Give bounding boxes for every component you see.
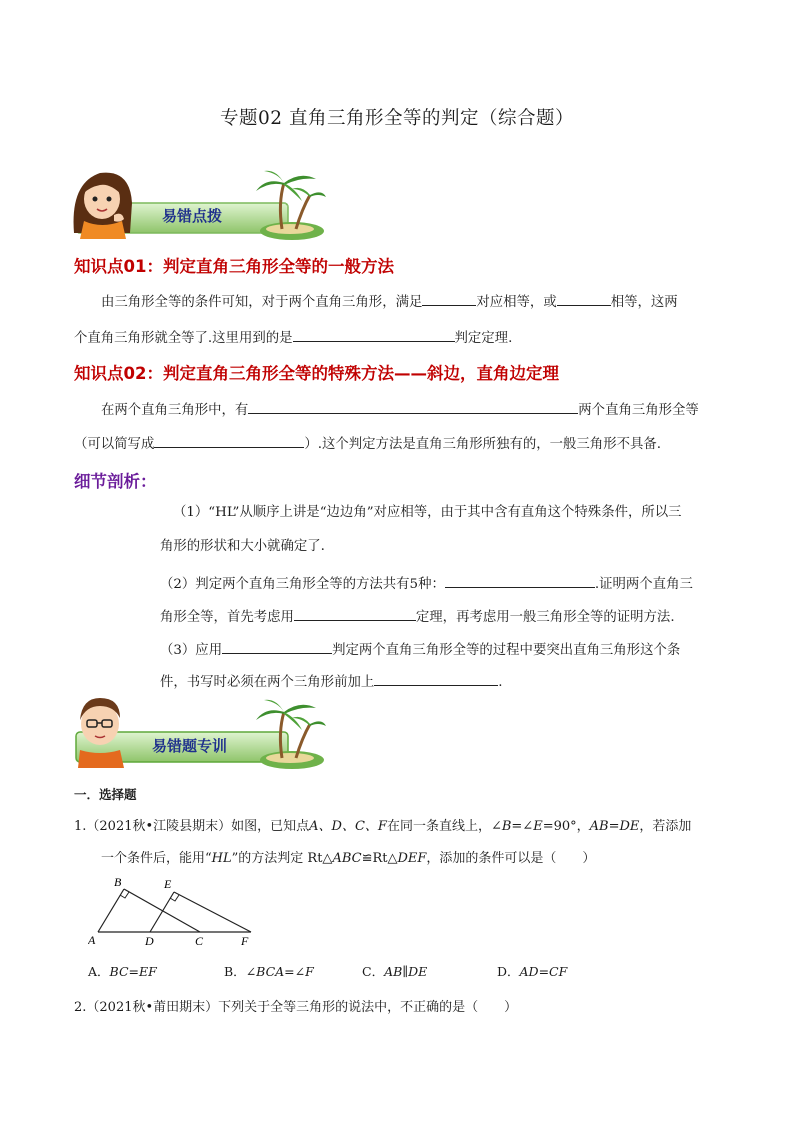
kp2-paragraph-line-2 <box>74 434 661 451</box>
math-var: E <box>533 819 543 834</box>
text: 判定两个直角三角形全等的过程中要突出直角三角形这个条 <box>332 643 681 658</box>
math-var: A、D、C、F <box>309 819 387 834</box>
banner-label: 易错点拨 <box>162 207 223 225</box>
answer-blank[interactable] <box>557 292 611 306</box>
banner-label: 易错题专训 <box>152 737 228 755</box>
banner-boy-palm-illustration <box>70 690 326 772</box>
text: 对应相等，或 <box>476 295 557 310</box>
question-1-line-1 <box>74 815 691 834</box>
label-f: F <box>241 934 249 948</box>
text: 两个直角三角形全等 <box>578 403 699 418</box>
text: （可以简写成 <box>74 437 155 452</box>
segment-ef <box>174 892 251 932</box>
label-d: D <box>145 934 154 948</box>
kp1-paragraph-line-1 <box>101 292 678 309</box>
knowledge-point-2-heading: 知识点02：判定直角三角形全等的特殊方法——斜边，直角边定理 <box>74 364 559 383</box>
detail-1-line-2: 角形的形状和大小就确定了. <box>160 539 325 554</box>
option-text: ∠BCA=∠F <box>245 964 314 979</box>
segment-bc <box>124 889 200 932</box>
question-1-triangle-figure <box>88 872 268 948</box>
text: =90°， <box>542 819 590 834</box>
text: 角形全等，首先考虑用 <box>160 610 294 625</box>
option-letter: C． <box>362 964 385 979</box>
text: 相等，这两 <box>610 295 678 310</box>
text: .证明两个直角三 <box>594 577 693 592</box>
option-c[interactable] <box>362 962 427 980</box>
label-e: E <box>164 877 172 891</box>
text: ，添加的条件可以是（ ） <box>426 851 596 866</box>
detail-3-line-2 <box>160 672 503 689</box>
question-1-line-2 <box>101 847 595 866</box>
detail-2-line-2 <box>160 607 675 624</box>
label-b: B <box>114 875 122 889</box>
option-a[interactable] <box>88 962 157 980</box>
text: ”的方法判定 Rt△ <box>231 851 333 866</box>
kp1-paragraph-line-2 <box>74 328 512 345</box>
banner-yicuoti-zhuanxun <box>70 690 326 772</box>
math-var: AB <box>589 819 609 834</box>
section-detail-analysis-heading: 细节剖析： <box>74 472 157 491</box>
answer-blank[interactable] <box>154 434 304 448</box>
option-d[interactable] <box>497 962 567 980</box>
text: ，若添加 <box>639 819 692 834</box>
banner-yicuo-dianbo <box>70 163 326 245</box>
text: 由三角形全等的条件可知，对于两个直角三角形，满足 <box>101 295 423 310</box>
text: 在两个直角三角形中，有 <box>101 403 249 418</box>
detail-3-line-1 <box>160 640 680 657</box>
part-heading-multiple-choice: 一．选择题 <box>74 787 137 802</box>
text: 一个条件后，能用“ <box>101 851 212 866</box>
answer-blank[interactable] <box>422 292 476 306</box>
math-var: DE <box>619 819 640 834</box>
text: = <box>608 819 620 834</box>
option-text: AB∥DE <box>384 964 428 979</box>
text: 在同一条直线上，∠ <box>386 819 502 834</box>
math-var: ABC <box>332 851 362 866</box>
answer-blank[interactable] <box>293 328 455 342</box>
text: 判定定理. <box>454 331 513 346</box>
math-var: B <box>501 819 512 834</box>
text: 件，书写时必须在两个三角形前加上 <box>160 675 375 690</box>
text: =∠ <box>511 819 534 834</box>
text: 1.（2021秋•江陵县期末）如图，已知点 <box>74 819 310 834</box>
answer-blank[interactable] <box>374 672 498 686</box>
math-var: DEF <box>397 851 427 866</box>
text: （3）应用 <box>160 643 223 658</box>
knowledge-point-1-heading: 知识点01：判定直角三角形全等的一般方法 <box>74 257 394 276</box>
detail-1-line-1: （1）“HL”从顺序上讲是“边边角”对应相等，由于其中含有直角这个特殊条件，所以三 <box>173 505 682 520</box>
kp2-paragraph-line-1 <box>101 400 699 417</box>
text: （2）判定两个直角三角形全等的方法共有5种： <box>160 577 445 592</box>
text: ≌Rt△ <box>361 851 398 866</box>
label-c: C <box>195 934 204 948</box>
math-var: HL <box>211 851 232 866</box>
option-letter: A． <box>88 964 110 979</box>
option-letter: D． <box>497 964 520 979</box>
answer-blank[interactable] <box>445 574 595 588</box>
answer-blank[interactable] <box>294 607 416 621</box>
banner-girl-palm-illustration <box>70 163 326 245</box>
text: ）.这个判定方法是直角三角形所独有的，一般三角形不具备. <box>304 437 662 452</box>
answer-blank[interactable] <box>248 400 578 414</box>
page-title: 专题02 直角三角形全等的判定（综合题） <box>220 108 574 129</box>
label-a: A <box>88 933 96 947</box>
detail-2-line-1 <box>160 574 693 591</box>
option-text: AD=CF <box>519 964 568 979</box>
text: 定理，再考虑用一般三角形全等的证明方法. <box>415 610 675 625</box>
question-2: 2.（2021秋•莆田期末）下列关于全等三角形的说法中，不正确的是（ ） <box>74 1000 518 1015</box>
option-b[interactable] <box>224 962 314 980</box>
option-text: BC=EF <box>109 964 157 979</box>
option-letter: B． <box>224 964 246 979</box>
text: 个直角三角形就全等了.这里用到的是 <box>74 331 293 346</box>
answer-blank[interactable] <box>222 640 332 654</box>
text: . <box>498 675 503 690</box>
